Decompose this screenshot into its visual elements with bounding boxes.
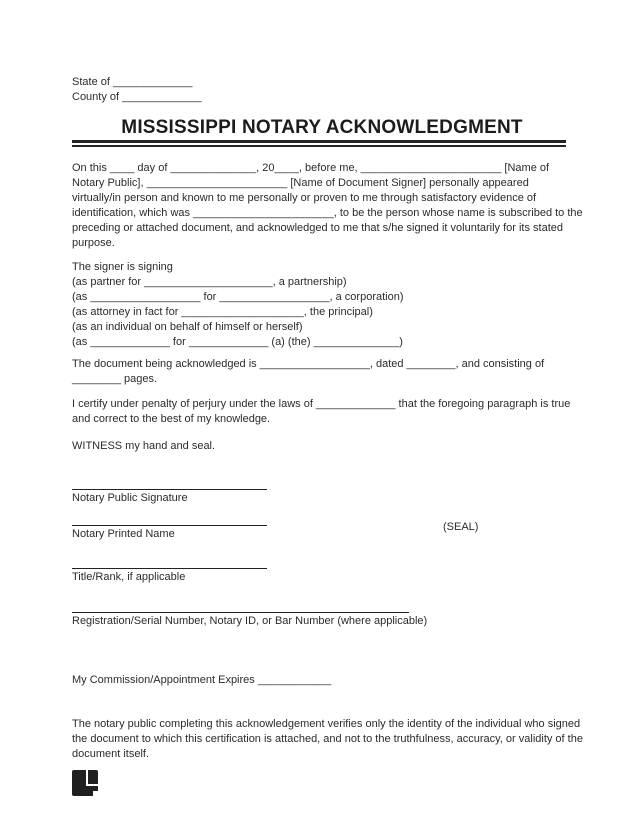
notary-disclaimer-line: document itself.: [72, 748, 150, 760]
notary-printed-name-label: Notary Printed Name: [72, 528, 175, 540]
notary-disclaimer-line: The notary public completing this acknowledgement verifies only the identity of the individual who signed: [72, 718, 581, 730]
county-of-line: County of _____________: [72, 91, 202, 103]
notary-signature-block: [72, 489, 572, 506]
signer-option-individual: (as an individual on behalf of himself or herself): [72, 321, 303, 333]
notary-disclaimer: [72, 717, 583, 762]
title-rank-label: Title/Rank, if applicable: [72, 571, 186, 583]
signer-section-heading: The signer is signing: [72, 261, 173, 273]
acknowledgment-paragraph-line: preceding or attached document, and acknowledged to me that s/he signed it voluntarily for its stated: [72, 222, 564, 234]
certification-clause: [72, 397, 572, 427]
notary-disclaimer-line: the document to which this certification is attached, and not to the truthfulness, accuracy, or validity of the: [72, 733, 583, 745]
commission-expiration-line: My Commission/Appointment Expires ____________: [72, 674, 332, 686]
seal-placeholder: (SEAL): [443, 521, 479, 533]
state-of-line: State of _____________: [72, 76, 193, 88]
signer-capacity-section: [72, 260, 572, 350]
certification-line: and correct to the best of my knowledge.: [72, 413, 271, 425]
acknowledgment-paragraph-line: Notary Public], _______________________ [Name of Document Signer] personally appeared: [72, 177, 529, 189]
signer-option-attorney-in-fact: (as attorney in fact for ____________________, the principal): [72, 306, 373, 318]
jurisdiction-header: [72, 75, 572, 105]
certification-line: I certify under penalty of perjury under the laws of _____________ that the foregoing paragraph is true: [72, 398, 571, 410]
acknowledgment-paragraph-line: purpose.: [72, 237, 115, 249]
acknowledgment-paragraph-line: On this ____ day of ______________, 20____, before me, _______________________ [Name of: [72, 162, 550, 174]
registration-number-label: Registration/Serial Number, Notary ID, or Bar Number (where applicable): [72, 615, 428, 627]
document-description-clause: [72, 357, 572, 387]
title-rank-block: [72, 568, 572, 585]
page-title: MISSISSIPPI NOTARY ACKNOWLEDGMENT: [121, 117, 523, 138]
acknowledgment-paragraph-line: virtually/in person and known to me personally or proven to me through satisfactory evidence of: [72, 192, 537, 204]
notary-printed-name-block: [72, 521, 572, 542]
document-description-line: ________ pages.: [72, 373, 158, 385]
witness-clause: WITNESS my hand and seal.: [72, 440, 216, 452]
document-description-line: The document being acknowledged is __________________, dated ________, and consisting of: [72, 358, 545, 370]
signer-option-partnership: (as partner for _____________________, a partnership): [72, 276, 347, 288]
signer-option-corporation: (as __________________ for __________________, a corporation): [72, 291, 404, 303]
signer-option-other: (as _____________ for _____________ (a) (the) ______________): [72, 336, 403, 348]
notary-signature-label: Notary Public Signature: [72, 492, 188, 504]
title-divider-rule: [72, 140, 566, 147]
acknowledgment-paragraph-line: identification, which was _______________________, to be the person whose name is subscribed to the: [72, 207, 583, 219]
acknowledgment-paragraph: [72, 161, 583, 251]
logo-corner-notch: [93, 791, 98, 796]
registration-number-block: [72, 612, 572, 629]
legal-templates-logo-icon: [72, 770, 98, 796]
